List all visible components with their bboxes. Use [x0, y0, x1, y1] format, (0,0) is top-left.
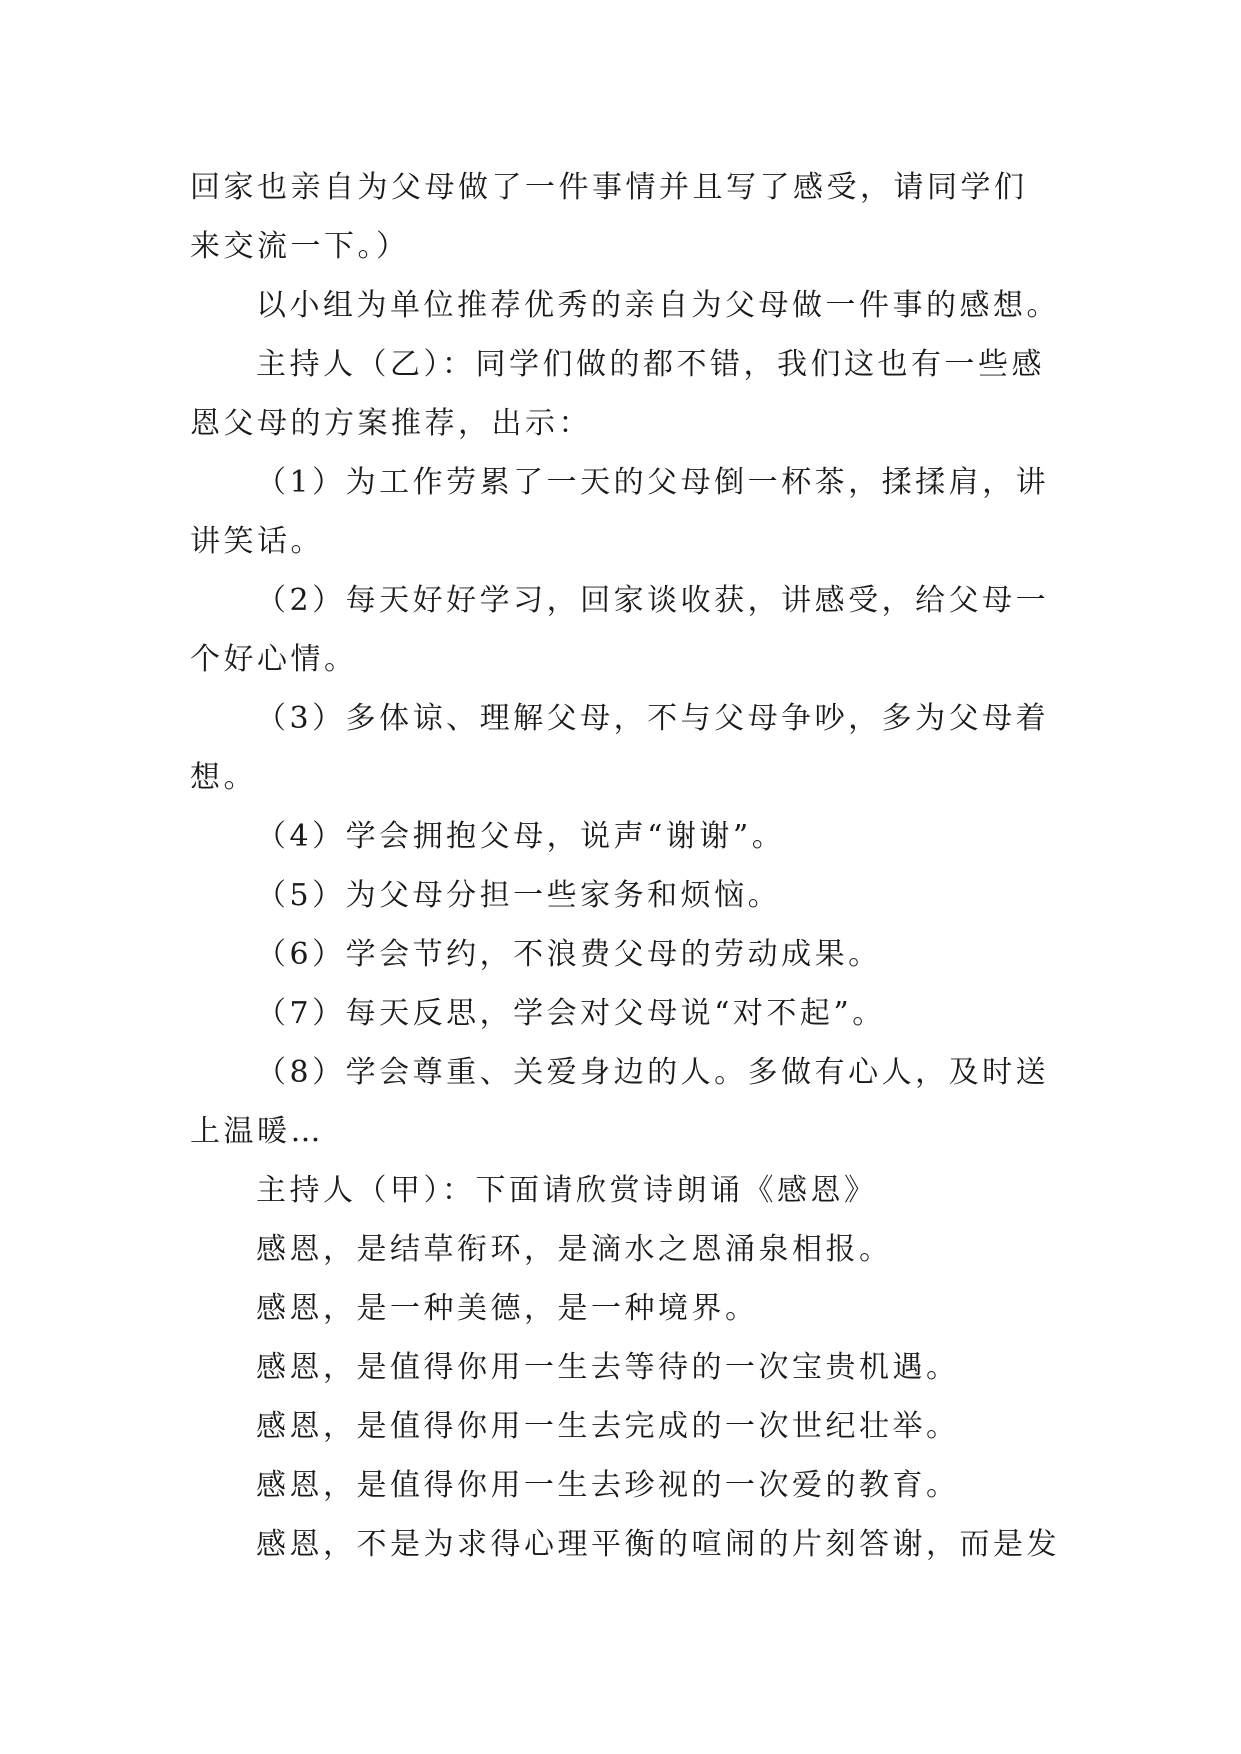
poem-line: 感恩，是一种美德，是一种境界。	[256, 1291, 759, 1326]
list-item: （4）学会拥抱父母，说声“谢谢”。	[256, 819, 786, 854]
paragraph: 以小组为单位推荐优秀的亲自为父母做一件事的感想。	[256, 288, 1060, 323]
poem-line: 感恩，是值得你用一生去完成的一次世纪壮举。	[256, 1409, 960, 1444]
poem-line: 感恩，不是为求得心理平衡的喧闹的片刻答谢，而是发	[256, 1527, 1060, 1562]
document-body	[190, 158, 1060, 1574]
list-item: （1）为工作劳累了一天的父母倒一杯茶，揉揉肩，讲讲笑话。	[190, 465, 1050, 559]
list-item: （3）多体谅、理解父母，不与父母争吵，多为父母着想。	[190, 701, 1050, 795]
list-item: （2）每天好好学习，回家谈收获，讲感受，给父母一个好心情。	[190, 583, 1050, 677]
list-item: （6）学会节约，不浪费父母的劳动成果。	[256, 937, 882, 972]
paragraph: 回家也亲自为父母做了一件事情并且写了感受，请同学们来交流一下。）	[190, 170, 1028, 264]
list-item: （5）为父母分担一些家务和烦恼。	[256, 878, 782, 913]
poem-line: 感恩，是值得你用一生去珍视的一次爱的教育。	[256, 1468, 960, 1503]
poem-line: 感恩，是结草衔环，是滴水之恩涌泉相报。	[256, 1232, 893, 1267]
paragraph: 主持人（乙）：同学们做的都不错，我们这也有一些感恩父母的方案推荐，出示：	[190, 347, 1045, 441]
poem-line: 感恩，是值得你用一生去等待的一次宝贵机遇。	[256, 1350, 960, 1385]
list-item: （7）每天反思，学会对父母说“对不起”。	[256, 996, 886, 1031]
list-item: （8）学会尊重、关爱身边的人。多做有心人，及时送上温暖…	[190, 1055, 1050, 1149]
paragraph: 主持人（甲）：下面请欣赏诗朗诵《感恩》	[256, 1173, 878, 1208]
